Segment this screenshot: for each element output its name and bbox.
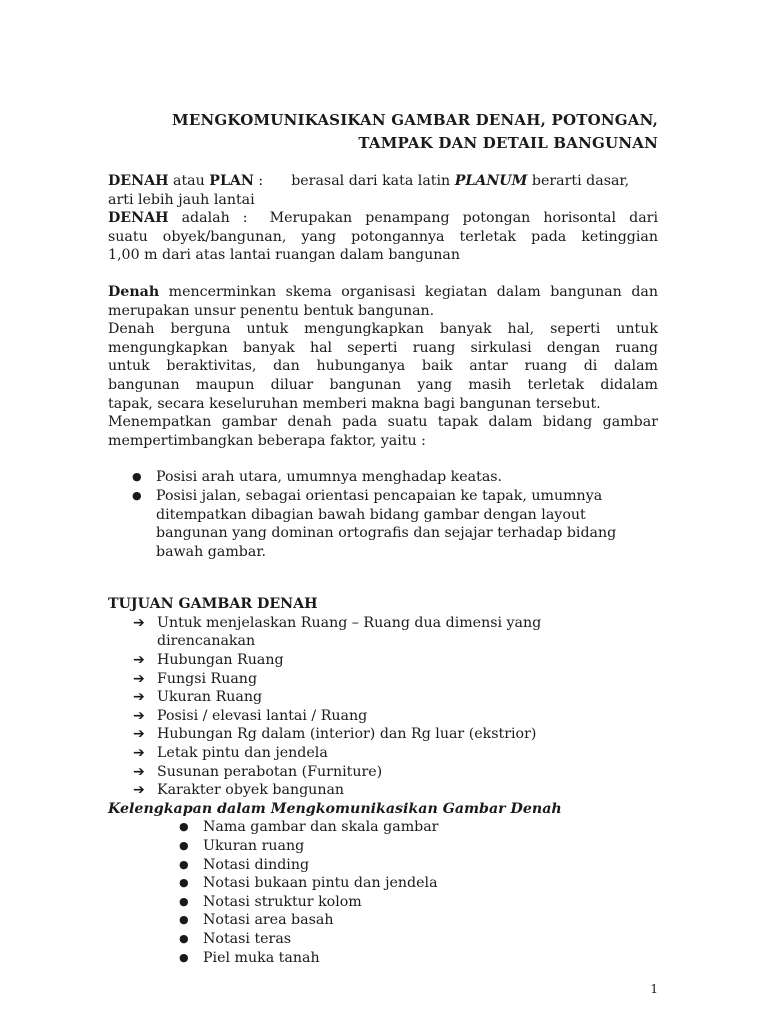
term-denah-3: Denah	[108, 283, 160, 300]
paragraph-line-6: bangunan maupun diluar bangunan yang masih terletak didalam	[108, 376, 658, 393]
right-arrow-icon: ➔	[133, 652, 145, 669]
list-item: ➔ Hubungan Rg dalam (interior) dan Rg luar (ekstrior)	[133, 726, 537, 743]
right-arrow-icon: ➔	[133, 614, 145, 631]
list-item: ● Nama gambar dan skala gambar	[179, 819, 439, 836]
bullet-dot-icon: ●	[179, 857, 189, 871]
bullet-dot-icon: ●	[179, 931, 189, 945]
bullet-dot-icon: ●	[179, 894, 189, 908]
definition-denah-line-2: suatu obyek/bangunan, yang potongannya terletak pada ketinggian	[108, 228, 658, 245]
list-item: ➔ Posisi / elevasi lantai / Ruang	[133, 707, 368, 724]
bullet-dot-icon: ●	[179, 950, 189, 964]
title-line-2: TAMPAK DAN DETAIL BANGUNAN	[358, 134, 658, 152]
right-arrow-icon: ➔	[133, 745, 145, 762]
bullet-dot-icon: ●	[179, 820, 189, 834]
definition-plan	[108, 172, 658, 191]
list-item: ➔ Untuk menjelaskan Ruang – Ruang dua dimensi yang direncanakan	[133, 614, 542, 650]
right-arrow-icon: ➔	[133, 707, 145, 724]
paragraph-line-9: mempertimbangkan beberapa faktor, yaitu :	[108, 432, 426, 449]
factor-list	[108, 468, 658, 561]
bullet-dot-icon: ●	[179, 913, 189, 927]
list-item: ➔ Karakter obyek bangunan	[133, 782, 345, 799]
document-title	[172, 109, 658, 155]
bullet-dot-icon: ●	[179, 839, 189, 852]
bullet-dot-icon: ●	[179, 876, 189, 890]
list-item: ● Notasi bukaan pintu dan jendela	[179, 875, 438, 892]
connector-text: atau	[168, 173, 210, 189]
bullet-dot-icon: ●	[132, 470, 142, 484]
paragraph-line-7: tapak, secara keseluruhan memberi makna bagi bangunan tersebut.	[108, 395, 601, 412]
list-item: ● Piel muka tanah	[179, 949, 320, 966]
definition-plan-line-2: arti lebih jauh lantai	[108, 191, 255, 208]
document-body	[108, 172, 658, 967]
list-item: ● Posisi arah utara, umumnya menghadap keatas.	[132, 469, 503, 486]
colon-text: :	[253, 173, 264, 189]
list-item: ● Posisi jalan, sebagai orientasi pencapaian ke tapak, umumnya ditempatkan dibagian bawah bidang gambar dengan layout bangunan yang dominan ortografis dan sejajar terhadap bidang bawah gambar.	[132, 487, 617, 560]
right-arrow-icon: ➔	[133, 689, 145, 706]
right-arrow-icon: ➔	[133, 782, 145, 799]
term-denah-2: DENAH	[108, 210, 169, 227]
kelengkapan-list	[108, 818, 658, 967]
right-arrow-icon: ➔	[133, 763, 145, 780]
list-item: ● Notasi area basah	[179, 912, 334, 929]
page-number: 1	[650, 982, 658, 996]
term-plan: PLAN	[209, 173, 254, 189]
plan-meaning-text: berarti dasar,	[527, 173, 630, 189]
plan-origin-text: berasal dari kata latin	[291, 173, 455, 189]
paragraph-line-3: Denah berguna untuk mengungkapkan banyak hal, seperti untuk	[108, 321, 658, 338]
kelengkapan-heading: Kelengkapan dalam Mengkomunikasikan Gambar Denah	[108, 800, 562, 817]
list-item: ● Notasi dinding	[179, 856, 310, 873]
tujuan-list	[108, 614, 658, 800]
tujuan-heading: TUJUAN GAMBAR DENAH	[108, 596, 318, 613]
list-item: ➔ Ukuran Ruang	[133, 689, 263, 706]
list-item: ➔ Letak pintu dan jendela	[133, 745, 328, 762]
paragraph-line-8: Menempatkan gambar denah pada suatu tapak dalam bidang gambar	[108, 414, 658, 431]
definition-denah-text: Merupakan penampang potongan horisontal dari	[269, 210, 658, 227]
adalah-text: adalah :	[168, 210, 248, 227]
title-line-1: MENGKOMUNIKASIKAN GAMBAR DENAH, POTONGAN,	[172, 111, 658, 129]
bullet-dot-icon: ●	[132, 488, 142, 502]
term-denah: DENAH	[108, 173, 169, 189]
definition-denah	[108, 209, 658, 228]
right-arrow-icon: ➔	[133, 726, 145, 743]
list-item: ● Ukuran ruang	[179, 838, 305, 854]
paragraph-line-5: untuk beraktivitas, dan hubunganya baik antar ruang di dalam	[108, 358, 658, 375]
list-item: ➔ Susunan perabotan (Furniture)	[133, 763, 383, 780]
definition-denah-line-3: 1,00 m dari atas lantai ruangan dalam bangunan	[108, 247, 461, 264]
paragraph-line-4: mengungkapkan banyak hal seperti ruang sirkulasi dengan ruang	[108, 339, 658, 356]
right-arrow-icon: ➔	[133, 670, 145, 687]
list-item: ● Notasi struktur kolom	[179, 893, 362, 910]
paragraph-line-2: merupakan unsur penentu bentuk bangunan.	[108, 302, 435, 319]
term-planum: PLANUM	[454, 173, 528, 189]
paragraph-line-1: Denah mencerminkan skema organisasi kegiatan dalam bangunan dan	[108, 283, 658, 300]
list-item: ➔ Fungsi Ruang	[133, 670, 258, 687]
list-item: ● Notasi teras	[179, 930, 292, 947]
list-item: ➔ Hubungan Ruang	[133, 652, 284, 669]
